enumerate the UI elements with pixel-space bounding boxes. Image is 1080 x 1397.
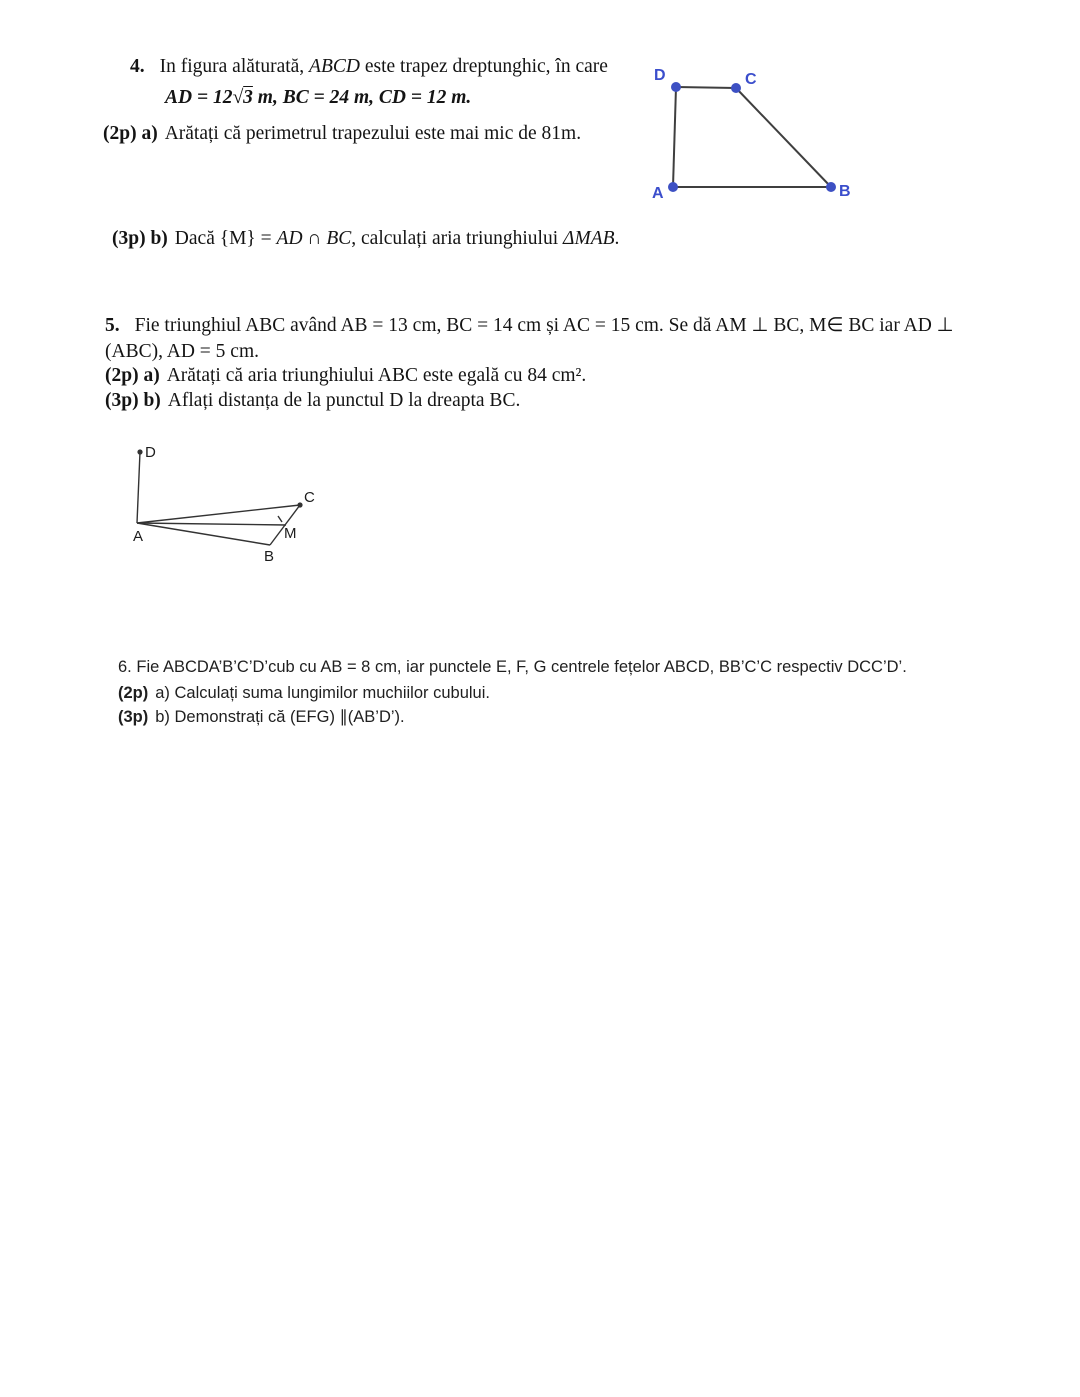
point-dot-d: [137, 449, 142, 454]
segment-ab: [137, 523, 270, 545]
problem5-line2-text: (ABC), AD = 5 cm.: [105, 341, 259, 362]
problem4-part-a: [103, 122, 581, 146]
problem4-part-b-mid: , calculați aria triunghiului: [351, 228, 564, 249]
problem4-part-b-end: .: [614, 228, 620, 249]
vertex-dot-b: [826, 182, 836, 192]
problem5-part-b-text: Aflați distanța de la punctul D la dreapta BC.: [167, 390, 521, 411]
problem4-radicand: 3: [243, 87, 253, 108]
problem6-part-b-points: (3p): [118, 708, 149, 726]
vertex-dot-a: [668, 182, 678, 192]
triangle-point-dots: [137, 449, 302, 507]
edge-da: [673, 87, 676, 187]
point-label-a: A: [133, 528, 144, 545]
problem4-intro-pre: In figura alăturată,: [159, 56, 310, 77]
problem4-part-a-points: (2p) a): [103, 123, 158, 144]
problem6-part-a: [118, 683, 490, 704]
problem4-part-b: [112, 227, 619, 251]
problem4-math-a: AD = 12: [165, 87, 233, 108]
problem6-part-b: [118, 707, 405, 728]
problem5-intro-line1: [105, 314, 954, 338]
segment-ac: [137, 505, 300, 523]
problem4-part-a-text: Arătați că perimetrul trapezului este mai mic de 81m.: [164, 123, 582, 144]
problem4-intro-line: [130, 55, 608, 79]
problem4-math-b: m, BC = 24 m, CD = 12 m.: [252, 87, 472, 108]
edge-dc: [676, 87, 736, 88]
problem4-number: 4.: [130, 56, 145, 77]
problem5-part-a: [105, 364, 586, 388]
problem5-part-b-points: (3p) b): [105, 390, 161, 411]
problem4-part-b-points: (3p) b): [112, 228, 168, 249]
triangle-figure: [118, 436, 333, 576]
problem6-part-b-text: b) Demonstrați că (EFG) ∥(AB’D’).: [155, 708, 405, 726]
trapezoid-figure: [635, 55, 875, 210]
trapezoid-vertex-dots: [668, 82, 836, 192]
problem5-intro-line2: [105, 340, 259, 364]
problem5-part-b: [105, 389, 520, 413]
trapezoid-edges: [673, 87, 831, 187]
vertex-label-b: B: [839, 183, 851, 200]
problem4-intro-post: este trapez dreptunghic, în care: [359, 56, 608, 77]
point-dot-c: [297, 502, 302, 507]
problem5-number: 5.: [105, 315, 120, 336]
sqrt-symbol: √: [232, 87, 244, 108]
problem5-line1-text: Fie triunghiul ABC având AB = 13 cm, BC = 14 cm și AC = 15 cm. Se dă AM ⊥ BC, M∈ BC iar AD ⊥: [134, 315, 954, 336]
point-label-c: C: [304, 489, 315, 506]
point-label-b: B: [264, 548, 275, 565]
point-label-d: D: [145, 444, 156, 461]
problem6-intro-line: [118, 657, 907, 678]
problem4-math-line: [165, 86, 471, 110]
vertex-label-c: C: [745, 71, 757, 88]
problem4-part-b-pre: Dacă {M} =: [174, 228, 277, 249]
problem4-intro-math: ABCD: [309, 56, 360, 77]
problem5-part-a-text: Arătați că aria triunghiului ABC este egală cu 84 cm².: [166, 365, 587, 386]
point-label-m: M: [284, 525, 297, 542]
edge-cb: [736, 88, 831, 187]
vertex-dot-c: [731, 83, 741, 93]
problem6-line1-text: Fie ABCDA’B’C’D’cub cu AB = 8 cm, iar punctele E, F, G centrele fețelor ABCD, BB’C’C respectiv DCC’D’.: [136, 658, 907, 676]
problem6-number: 6.: [118, 658, 132, 676]
problem5-part-a-points: (2p) a): [105, 365, 160, 386]
problem4-part-b-math1: AD ∩ BC: [276, 228, 352, 249]
problem6-part-a-text: a) Calculați suma lungimilor muchiilor cubului.: [155, 684, 490, 702]
m-tick-mark: [278, 516, 282, 522]
problem4-part-b-math2: ΔMAB: [563, 228, 615, 249]
vertex-dot-d: [671, 82, 681, 92]
triangle-point-labels: [133, 444, 315, 565]
problem6-part-a-points: (2p): [118, 684, 149, 702]
vertex-label-a: A: [652, 185, 664, 202]
vertex-label-d: D: [654, 67, 666, 84]
segment-da: [137, 452, 140, 523]
triangle-edges: [137, 452, 300, 545]
segment-am: [137, 523, 286, 525]
